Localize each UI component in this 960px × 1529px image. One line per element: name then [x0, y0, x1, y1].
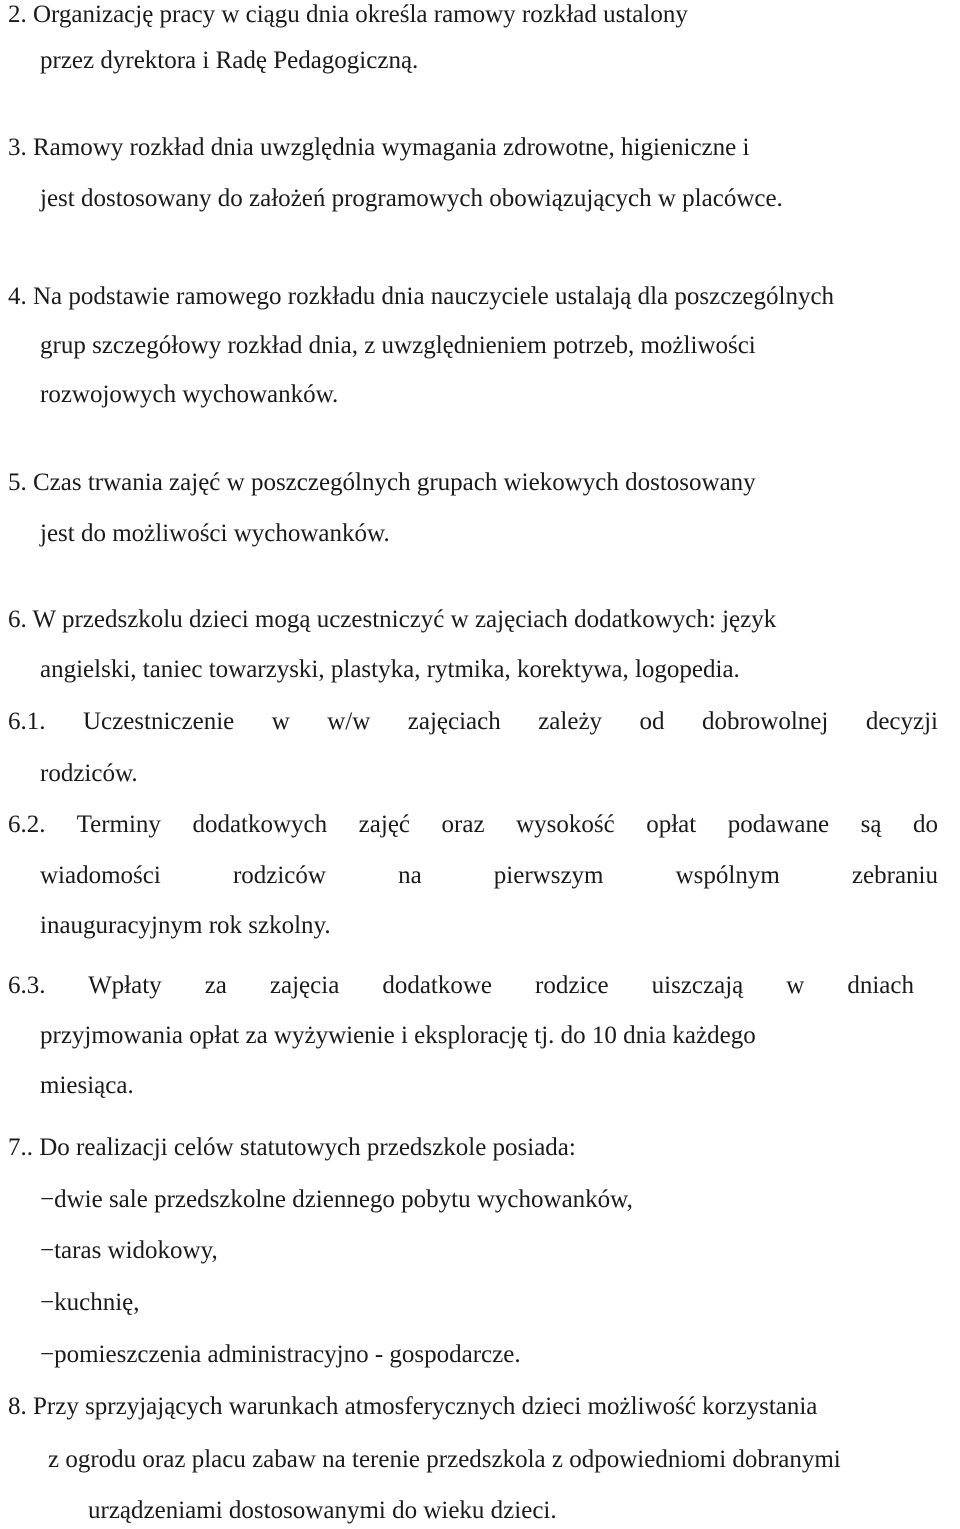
list-item: −pomieszczenia administracyjno - gospodarcze.	[40, 1341, 521, 1368]
text-line: 7.. Do realizacji celów statutowych przedszkole posiada:	[8, 1134, 576, 1161]
text-line: 3. Ramowy rozkład dnia uwzględnia wymagania zdrowotne, higieniczne i	[8, 134, 750, 161]
text-line: urządzeniami dostosowanymi do wieku dzieci.	[88, 1497, 557, 1524]
text-line: przyjmowania opłat za wyżywienie i eksplorację tj. do 10 dnia każdego	[40, 1022, 756, 1049]
text-line: 5. Czas trwania zajęć w poszczególnych grupach wiekowych dostosowany	[8, 469, 756, 496]
text-line: 6. W przedszkolu dzieci mogą uczestniczyć w zajęciach dodatkowych: język	[8, 606, 777, 633]
text-line: 8. Przy sprzyjających warunkach atmosferycznych dzieci możliwość korzystania	[8, 1393, 818, 1420]
text-line: rodziców.	[40, 760, 138, 787]
text-line: wiadomości rodziców na pierwszym wspólnym zebraniu	[40, 862, 938, 889]
text-line: inauguracyjnym rok szkolny.	[40, 912, 331, 939]
text-line: 4. Na podstawie ramowego rozkładu dnia nauczyciele ustalają dla poszczególnych	[8, 283, 835, 310]
text-line: rozwojowych wychowanków.	[40, 381, 339, 408]
text-line: 6.2. Terminy dodatkowych zajęć oraz wysokość opłat podawane są do	[8, 811, 938, 838]
text-line: grup szczegółowy rozkład dnia, z uwzględnieniem potrzeb, możliwości	[40, 332, 756, 359]
list-item: −dwie sale przedszkolne dziennego pobytu wychowanków,	[40, 1186, 633, 1213]
list-item: −kuchnię,	[40, 1289, 140, 1316]
text-line: jest dostosowany do założeń programowych obowiązujących w placówce.	[40, 185, 783, 212]
text-line: z ogrodu oraz placu zabaw na terenie przedszkola z odpowiedniomi dobranymi	[48, 1446, 841, 1473]
text-line: angielski, taniec towarzyski, plastyka, rytmika, korektywa, logopedia.	[40, 656, 740, 683]
list-item: −taras widokowy,	[40, 1237, 218, 1264]
text-line: 6.3. Wpłaty za zajęcia dodatkowe rodzice uiszczają w dniach	[8, 972, 914, 999]
text-line: 6.1. Uczestniczenie w w/w zajęciach zależy od dobrowolnej decyzji	[8, 708, 938, 735]
text-line: 2. Organizację pracy w ciągu dnia określa ramowy rozkład ustalony	[8, 1, 688, 28]
text-line: przez dyrektora i Radę Pedagogiczną.	[40, 47, 419, 74]
text-line: miesiąca.	[40, 1072, 134, 1099]
text-line: jest do możliwości wychowanków.	[40, 520, 390, 547]
